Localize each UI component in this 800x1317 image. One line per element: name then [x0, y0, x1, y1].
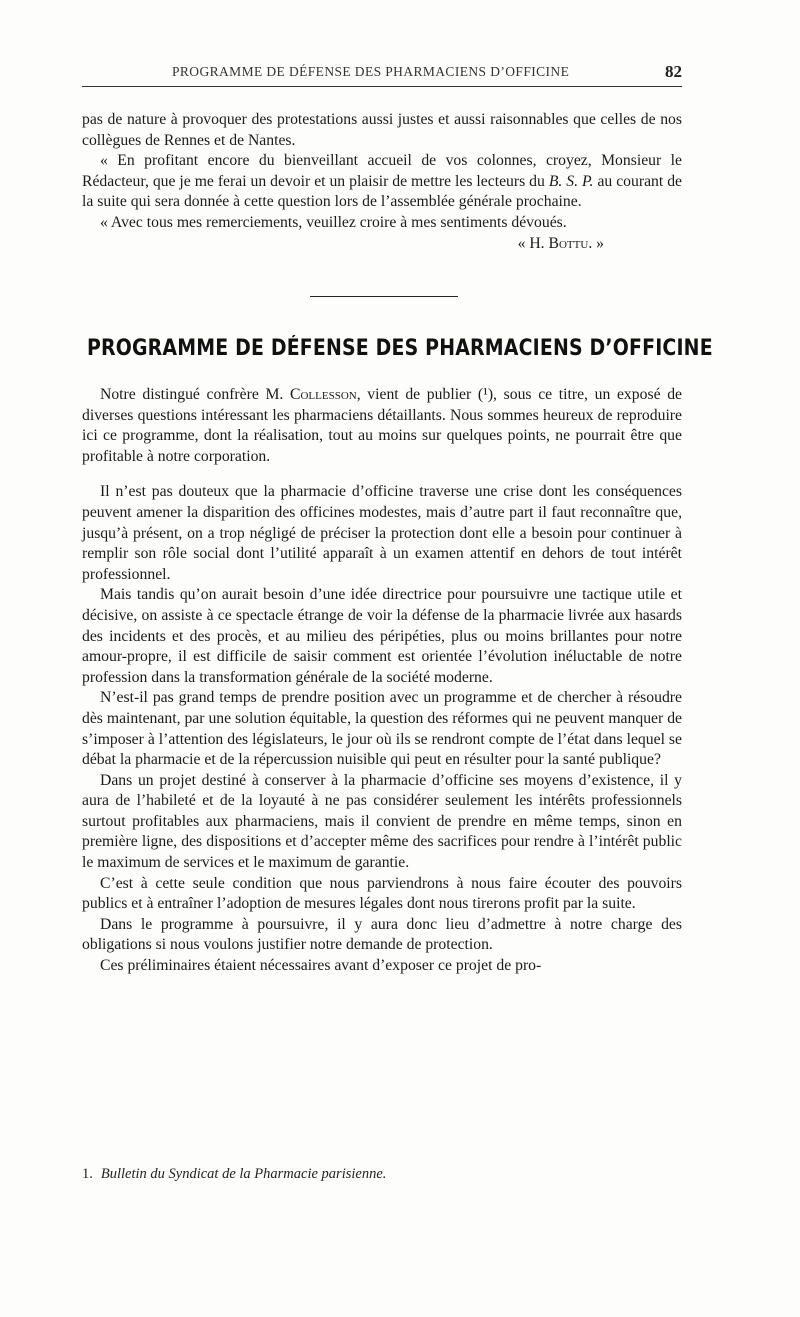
article-title: PROGRAMME DE DÉFENSE DES PHARMACIENS D’OFFICINE: [87, 336, 713, 361]
paragraph-text: , vient de publier (¹), sous ce titre, un exposé de diverses questions intéressant les pharmaciens détaillants. Nous sommes heureux de reproduire ici ce programme, dont la réalisation, tout au moins sur quelques points, ne pourrait être que profitable à notre corporation.: [82, 386, 683, 465]
article-paragraph: [82, 385, 682, 467]
footnote: [82, 1166, 386, 1183]
signature-close: . »: [588, 234, 604, 252]
signature-open: « H.: [517, 234, 549, 252]
letter-continuation: [82, 110, 682, 254]
letter-paragraph: [82, 151, 682, 213]
running-header: [82, 62, 682, 87]
letter-text: au courant de la suite qui sera donnée à cette question lors de l’assemblée générale prochaine.: [82, 172, 682, 211]
running-title: PROGRAMME DE DÉFENSE DES PHARMACIENS D’OFFICINE: [172, 64, 570, 79]
article-paragraph: Mais tandis qu’on aurait besoin d’une idée directrice pour poursuivre une tactique utile et décisive, on assiste à ce spectacle étrange de voir la défense de la pharmacie livrée aux hasards des incidents et des procès, et au milieu des péripéties, plus ou moins brillantes pour notre amour-propre, il est difficile de saisir comment est orientée l’évolution inéluctable de notre profession dans la transformation générale de la société moderne.: [82, 586, 682, 686]
article-paragraph: C’est à cette seule condition que nous parviendrons à nous faire écouter des pouvoirs publics et à entraîner l’adoption de mesures légales dont nous tirerons profit par la suite.: [82, 874, 682, 913]
paragraph-gap: [82, 467, 682, 482]
journal-abbrev: B. S. P.: [548, 172, 594, 190]
letter-text: « En profitant encore du bienveillant accueil de vos colonnes, croyez, Monsieur le Rédacteur, que je me ferai un devoir et un plaisir de mettre les lecteurs du: [82, 152, 682, 190]
article-paragraph: Ces préliminaires étaient nécessaires avant d’exposer ce projet de pro-: [100, 957, 542, 975]
article-heading: [0, 336, 800, 361]
article-body: [82, 385, 682, 977]
author-name: Collesson: [290, 386, 357, 403]
footnote-number: 1.: [82, 1166, 93, 1182]
signature-name: Bottu: [548, 234, 589, 252]
letter-paragraph: pas de nature à provoquer des protestations aussi justes et aussi raisonnables que celles de nos collègues de Rennes et de Nantes.: [82, 111, 682, 149]
article-paragraph: Dans un projet destiné à conserver à la pharmacie d’officine ses moyens d’existence, il y aura de l’habileté et de la loyauté à ne pas considérer seulement les intérêts professionnels surtout profitables aux pharmaciens, mais il convient de prendre en même temps, sinon en première ligne, des dispositions et d’accepter même des sacrifices pour rendre à l’intérêt public le maximum de services et le maximum de garantie.: [82, 771, 682, 872]
article-paragraph: Dans le programme à poursuivre, il y aura donc lieu d’admettre à notre charge des obligations si nous voulons justifier notre demande de protection.: [82, 915, 682, 954]
footnote-text: Bulletin du Syndicat de la Pharmacie parisienne.: [100, 1166, 387, 1182]
paragraph-text: Notre distingué confrère M.: [100, 386, 291, 403]
letter-signature: [82, 234, 682, 255]
article-paragraph: N’est-il pas grand temps de prendre position avec un programme et de chercher à résoudre dès maintenant, par une solution équitable, la question des réformes qui ne peuvent manquer de s’imposer à l’attention des législateurs, le jour où ils se rendront compte de l’état dans lequel se débat la pharmacie et de la répercussion nuisible qui peut en résulter pour la santé publique?: [82, 689, 682, 769]
article-paragraph: Il n’est pas douteux que la pharmacie d’officine traverse une crise dont les conséquences peuvent amener la disparition des officines modestes, mais d’autre part il faut reconnaître que, jusqu’à présent, on a trop négligé de préciser la protection dont elle a besoin pour continuer à remplir son rôle social dont l’utilité apparaît à un examen attentif en dehors de tout intérêt professionnel.: [82, 483, 682, 583]
section-divider: [310, 296, 458, 297]
page-number: 82: [665, 62, 682, 81]
letter-paragraph: « Avec tous mes remerciements, veuillez croire à mes sentiments dévoués.: [100, 213, 567, 231]
